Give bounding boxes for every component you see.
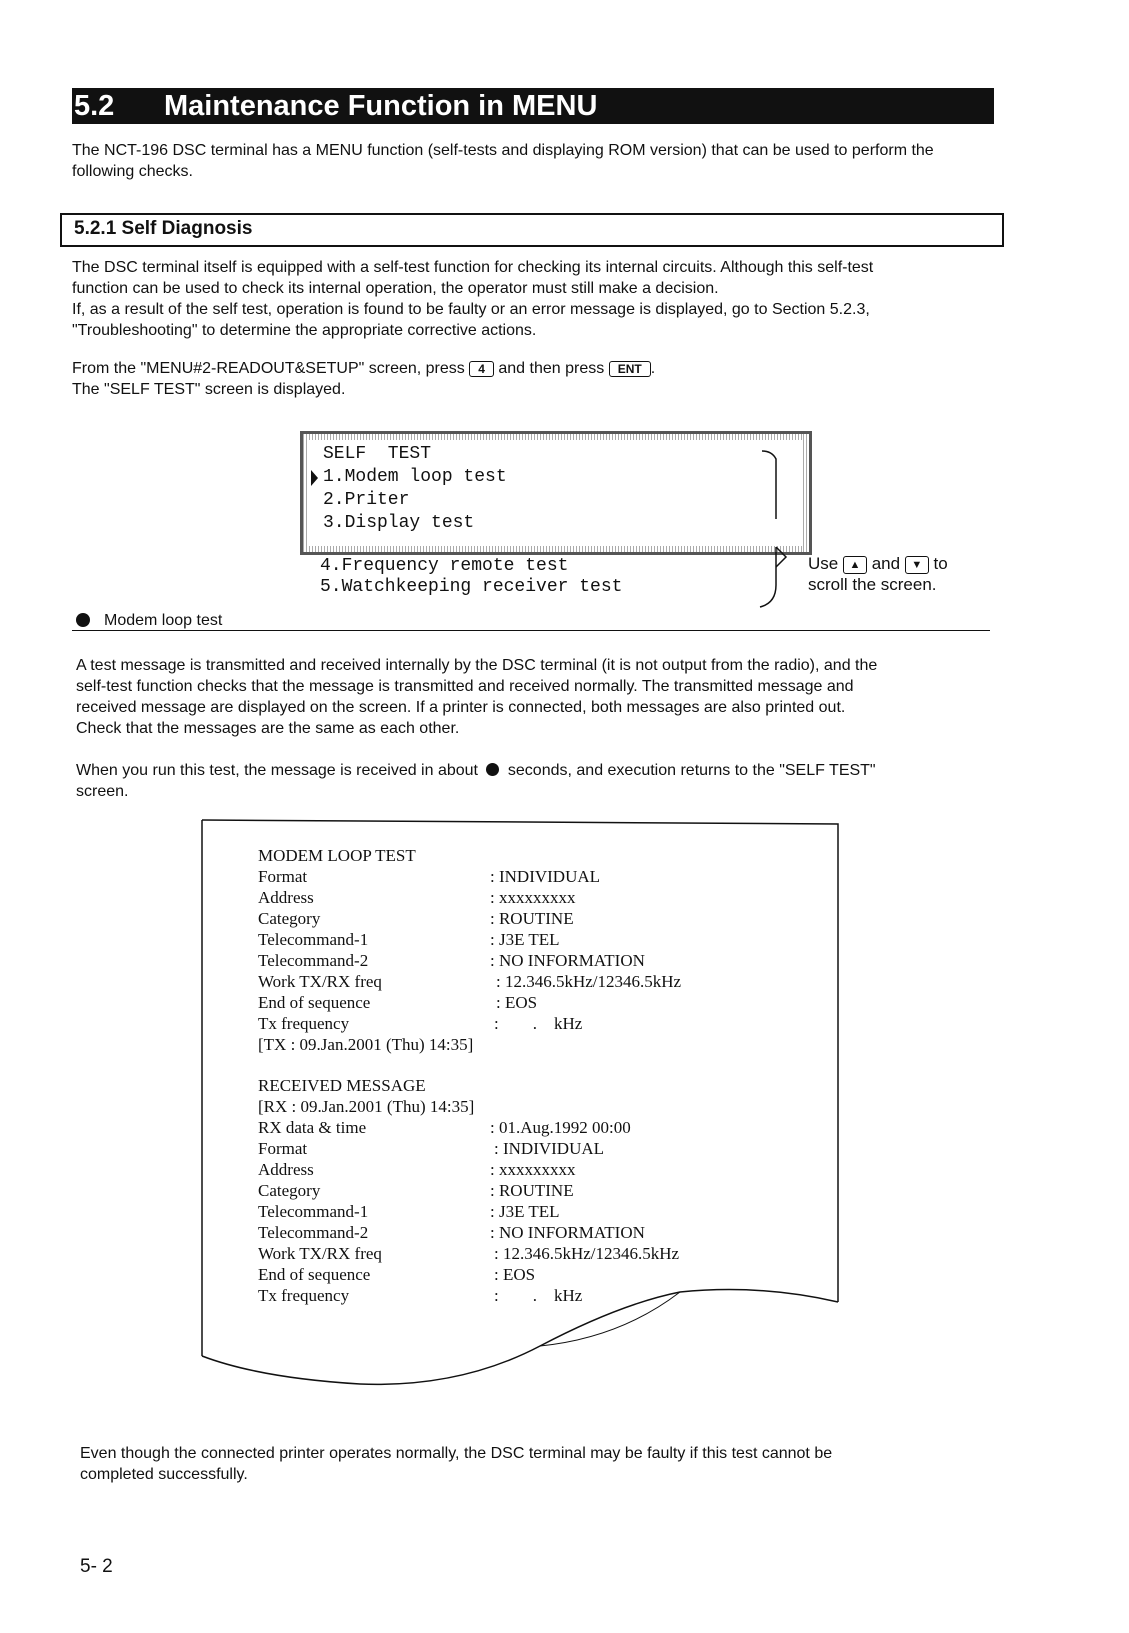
key-ent: ENT xyxy=(609,361,651,377)
self-diagnosis-paragraph: The DSC terminal itself is equipped with a self-test function for checking its internal circuits. Although this self-test function can be used to check its internal operation, the operator must still make a decision. If, as a result of the self test, operation is found to be faulty or an error message is displayed, go to Section 5.2.3, "Troubleshooting" to determine the appropriate corrective actions. xyxy=(72,259,874,339)
section-number: 5.2 xyxy=(74,90,115,122)
lcd-item-printer: 2.Priter xyxy=(323,490,410,510)
intro-paragraph: The NCT-196 DSC terminal has a MENU function (self-tests and displaying ROM version) that can be used to perform the following checks. xyxy=(72,142,934,180)
key-instruction: From the "MENU#2-READOUT&SETUP" screen, press 4 and then press ENT . The "SELF TEST" screen is displayed. xyxy=(72,360,656,398)
key-4: 4 xyxy=(469,361,494,377)
offscreen-item-frequency: 4.Frequency remote test xyxy=(320,556,569,576)
modem-paragraph: A test message is transmitted and received internally by the DSC terminal (it is not output from the radio), and the self-test function checks that the message is transmitted and received normally. The transmitted message and received message are displayed on the screen. If a printer is connected, both messages are also printed out. Check that the messages are the same as each other. xyxy=(76,657,878,737)
subsection-header xyxy=(60,213,1004,247)
modem-heading: Modem loop test xyxy=(104,612,223,629)
lcd-border-hatch xyxy=(303,434,809,440)
tx-title: MODEM LOOP TEST xyxy=(258,846,416,865)
section-title: Maintenance Function in MENU xyxy=(164,90,598,122)
rx-table: RX data & time : 01.Aug.1992 00:00 Format : INDIVIDUAL Address : xxxxxxxxx Category : ROUTINE Telecommand-1 : J3E TEL Telecommand-2 : NO INFORMATION Work TX/RX freq : 12.346.5kHz/12346.5kHz End of sequence : EOS Tx frequency : . kHz xyxy=(258,1118,680,1305)
bullet-icon xyxy=(486,763,499,776)
lcd-item-display: 3.Display test xyxy=(323,513,475,533)
cursor-icon xyxy=(311,470,318,486)
section-banner xyxy=(72,88,994,124)
scroll-note: Use ▲ and ▼ to scroll the screen. xyxy=(808,554,948,594)
scroll-bracket xyxy=(750,445,810,615)
rx-stamp: [RX : 09.Jan.2001 (Thu) 14:35] xyxy=(258,1097,475,1116)
offscreen-item-watchkeeping: 5.Watchkeeping receiver test xyxy=(320,577,623,597)
subsection-title: 5.2.1 Self Diagnosis xyxy=(74,218,253,239)
rx-title: RECEIVED MESSAGE xyxy=(258,1076,426,1095)
page-number: 5- 2 xyxy=(80,1556,113,1577)
up-arrow-key-icon: ▲ xyxy=(843,556,867,574)
bullet-icon xyxy=(76,613,90,627)
tx-stamp: [TX : 09.Jan.2001 (Thu) 14:35] xyxy=(258,1035,474,1054)
lcd-item-modem: 1.Modem loop test xyxy=(323,467,507,487)
modem-timing: When you run this test, the message is received in about seconds, and execution returns to the "SELF TEST" screen. xyxy=(76,762,876,800)
heading-rule xyxy=(72,630,990,631)
tx-table: Format : INDIVIDUAL Address : xxxxxxxxx Category : ROUTINE Telecommand-1 : J3E TEL Telecommand-2 : NO INFORMATION Work TX/RX freq : 12.346.5kHz/12346.5kHz End of sequence : EOS Tx frequency : . kHz xyxy=(258,867,682,1033)
down-arrow-key-icon: ▼ xyxy=(905,556,929,574)
footer-note: Even though the connected printer operates normally, the DSC terminal may be faulty if this test cannot be completed successfully. xyxy=(80,1445,833,1483)
lcd-screen xyxy=(300,431,812,555)
lcd-title: SELF TEST xyxy=(323,444,432,464)
